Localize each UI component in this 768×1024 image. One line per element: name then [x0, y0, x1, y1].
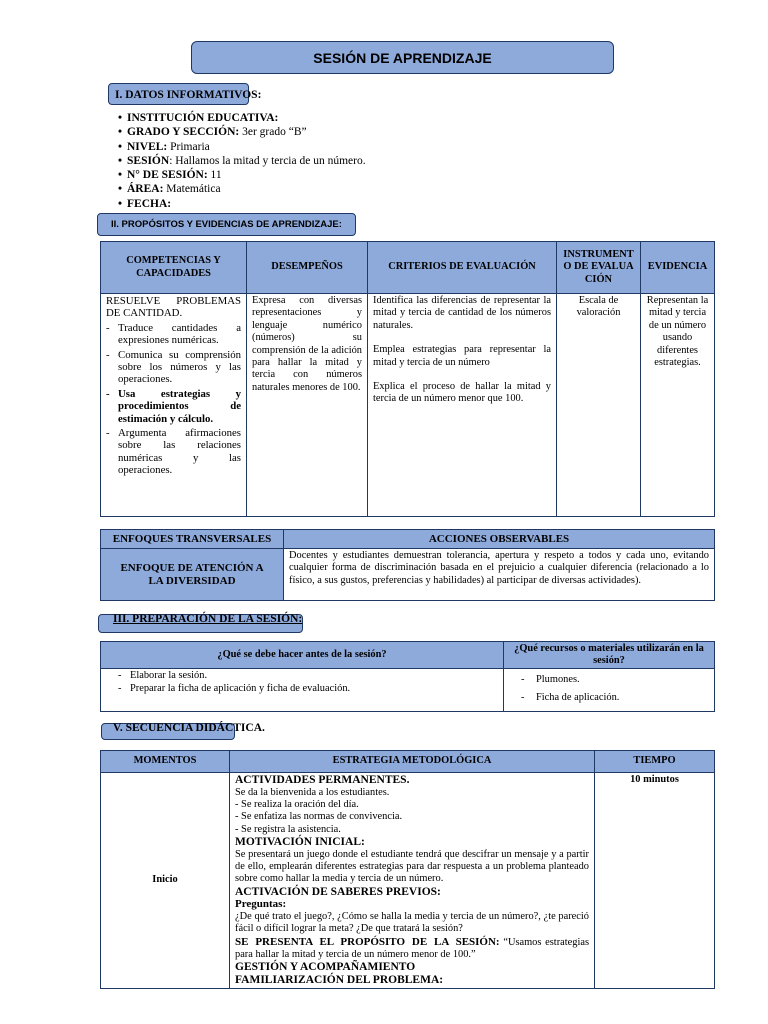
momento-cell: Inicio	[101, 773, 230, 989]
actividad-line: Se da la bienvenida a los estudiantes.	[235, 786, 390, 798]
col-header-enfoques: ENFOQUES TRANSVERSALES	[101, 530, 284, 549]
criterios-cell	[368, 294, 557, 517]
datos-label: NIVEL:	[127, 140, 168, 153]
col-header-tiempo: TIEMPO	[595, 751, 715, 773]
section-title-preparacion: III. PREPARACIÓN DE LA SESIÓN:	[113, 613, 303, 625]
datos-label: ÁREA:	[127, 183, 164, 196]
recurso-item: - Ficha de aplicación.	[521, 692, 709, 704]
saberes-title: ACTIVACIÓN DE SABERES PREVIOS:	[235, 885, 441, 898]
propositos-table	[100, 241, 715, 517]
col-header-recursos: ¿Qué recursos o materiales utilizarán en la sesión?	[504, 642, 715, 669]
enfoque-cell: ENFOQUE DE ATENCIÓN A LA DIVERSIDAD	[101, 549, 284, 601]
col-header-competencias: COMPETENCIAS Y CAPACIDADES	[101, 242, 247, 294]
secuencia-table	[100, 750, 715, 989]
datos-label: GRADO Y SECCIÓN:	[127, 126, 240, 139]
page-title: SESIÓN DE APRENDIZAJE	[191, 41, 614, 74]
criterio-item: Identifica las diferencias de representar la mitad y tercia de cantidad de los números naturales.	[373, 295, 551, 331]
section-title-secuencia: V. SECUENCIA DIDÁCTICA.	[113, 722, 265, 734]
datos-item	[118, 125, 366, 139]
actividad-line: - Se enfatiza las normas de convivencia.	[235, 811, 403, 823]
datos-label: SESIÓN	[127, 154, 170, 167]
col-header-desempenos: DESEMPEÑOS	[247, 242, 368, 294]
enfoques-table	[100, 529, 715, 601]
col-header-antes: ¿Qué se debe hacer antes de la sesión?	[101, 642, 504, 669]
capacidad-item: - Traduce cantidades a expresiones numéricas.	[106, 322, 241, 347]
col-header-acciones: ACCIONES OBSERVABLES	[284, 530, 715, 549]
actividades-title: ACTIVIDADES PERMANENTES.	[235, 774, 410, 786]
estrategia-cell	[230, 773, 595, 989]
section-title-propositos: II. PROPÓSITOS Y EVIDENCIAS DE APRENDIZAJE:	[111, 219, 342, 230]
actividad-line: - Se registra la asistencia.	[235, 823, 341, 835]
datos-label: FECHA:	[127, 197, 172, 210]
antes-list	[106, 670, 498, 696]
datos-item	[118, 154, 366, 168]
recursos-list	[509, 670, 709, 705]
antes-cell	[101, 669, 504, 712]
datos-item	[118, 182, 366, 196]
recurso-item: - Plumones.	[521, 674, 709, 686]
datos-item	[118, 140, 366, 154]
col-header-momentos: MOMENTOS	[101, 751, 230, 773]
accion-cell: Docentes y estudiantes demuestran tolerancia, apertura y respeto a todos y cada uno, evitando cualquier forma de discriminación basada en el prejuicio a cualquier diferencia (relacionado a lo físico, a sus gustos, preferencias y habilidades) al participar de diversas actividades).	[284, 549, 715, 601]
datos-label: INSTITUCIÓN EDUCATIVA:	[127, 112, 279, 124]
datos-value: 11	[207, 169, 222, 182]
capacidad-item: - Usa estrategias y procedimientos de estimación y cálculo.	[106, 388, 241, 425]
capacidad-item: - Argumenta afirmaciones sobre las relaciones numéricas y las operaciones.	[106, 427, 241, 477]
proposito-paragraph	[235, 936, 589, 962]
capacidad-item: - Comunica su comprensión sobre los números y las operaciones.	[106, 349, 241, 386]
gestion-title: GESTIÓN Y ACOMPAÑAMIENTO	[235, 961, 416, 974]
preguntas-title: Preguntas:	[235, 898, 287, 911]
tiempo-cell: 10 minutos	[595, 773, 715, 989]
motivacion-title: MOTIVACIÓN INICIAL:	[235, 836, 365, 849]
col-header-estrategia: ESTRATEGIA METODOLÓGICA	[230, 751, 595, 773]
col-header-criterios: CRITERIOS DE EVALUACIÓN	[368, 242, 557, 294]
col-header-instrumento: INSTRUMENTO DE EVALUACIÓN	[557, 242, 641, 294]
competencias-cell	[101, 294, 247, 517]
instrumento-cell: Escala de valoración	[557, 294, 641, 517]
familiarizacion-title: FAMILIARIZACIÓN DEL PROBLEMA:	[235, 973, 444, 986]
datos-value: Primaria	[167, 140, 210, 153]
datos-value: Matemática	[163, 183, 221, 196]
evidencia-cell: Representan la mitad y tercia de un número usando diferentes estrategias.	[641, 294, 715, 517]
antes-item: - Elaborar la sesión.	[118, 670, 498, 682]
competencia-title: RESUELVE PROBLEMAS DE CANTIDAD.	[106, 295, 241, 320]
motivacion-text: Se presentará un juego donde el estudiante tendrá que descifrar un mensaje y a partir de ello, emplearán diferentes estrategias para dar respuesta a un problema planteado sobre como hallar la media y tercia de un número.	[235, 848, 589, 885]
capacidades-list	[106, 322, 241, 477]
datos-label: N° DE SESIÓN:	[127, 169, 208, 182]
col-header-evidencia: EVIDENCIA	[641, 242, 715, 294]
datos-item	[118, 168, 366, 182]
antes-item: - Preparar la ficha de aplicación y ficha de evaluación.	[118, 683, 498, 695]
recursos-cell	[504, 669, 715, 712]
preparacion-table	[100, 641, 715, 712]
actividad-line: - Se realiza la oración del día.	[235, 798, 359, 810]
preguntas-text: ¿De qué trato el juego?, ¿Cómo se halla la media y tercia de un número?, ¿te pareció fácil o difícil lograr la meta? ¿De que tratará la sesión?	[235, 910, 589, 935]
datos-item	[118, 111, 366, 125]
criterio-item: Explica el proceso de hallar la mitad y tercia de un número menor que 100.	[373, 381, 551, 405]
criterio-item: Emplea estrategias para representar la mitad y tercia de un número	[373, 344, 551, 368]
datos-value: 3er grado “B”	[239, 126, 307, 139]
datos-value: : Hallamos la mitad y tercia de un número.	[169, 154, 366, 167]
desempeno-cell: Expresa con diversas representaciones y lenguaje numérico (números) su comprensión de la adición para hallar la mitad y tercia con números naturales menores de 100.	[247, 294, 368, 517]
datos-item	[118, 197, 366, 211]
datos-list	[118, 111, 366, 211]
proposito-text: “Usamos estrategias para hallar la mitad y tercia de un número menor de 100.”	[235, 936, 590, 960]
proposito-label: SE PRESENTA EL PROPÓSITO DE LA SESIÓN:	[235, 935, 500, 948]
section-title-datos: I. DATOS INFORMATIVOS:	[115, 89, 262, 101]
